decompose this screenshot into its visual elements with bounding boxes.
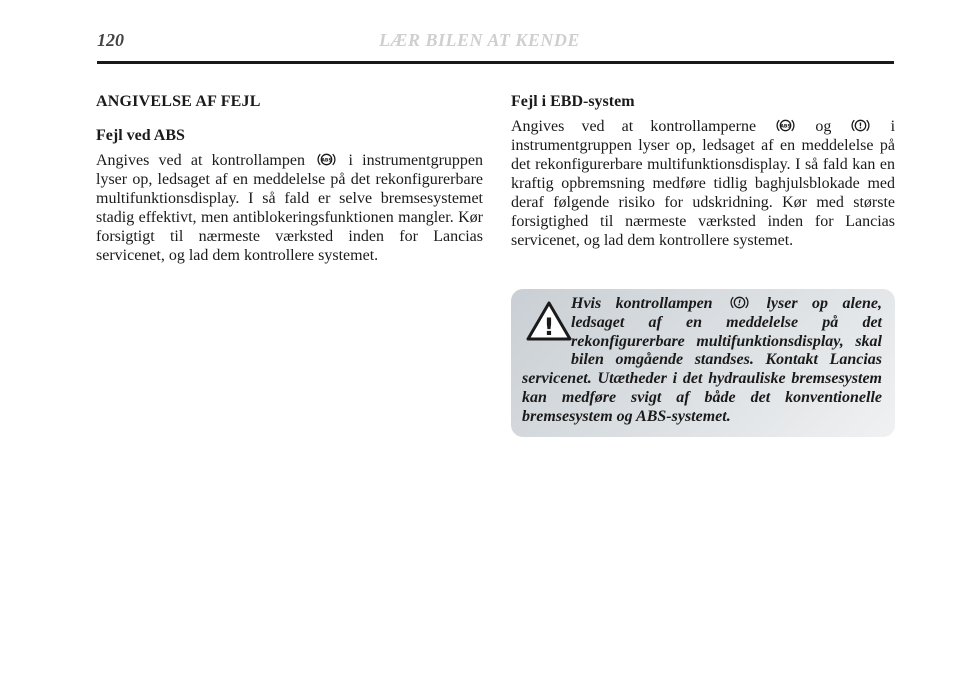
warning-text-part-2: lyser op alene, ledsaget af en meddelelse på det rekonfigurerbare multifunktionsdisplay, skal bilen omgående standses. Kontakt Lancias servicenet. Utætheder i det hydrauliske bremsesystem kan medføre svigt af både det konventionelle bremsesystem og ABS-systemet. — [522, 295, 883, 425]
warning-box — [511, 289, 895, 437]
section-title: ANGIVELSE AF FEJL — [96, 93, 261, 110]
brake-icon-label: ! — [737, 298, 742, 308]
page-header — [97, 30, 894, 66]
warning-text-part-1: Hvis kontrollampen — [571, 295, 713, 312]
abs-text-part-2: i instrumentgruppen lyser op, ledsaget af en meddelelse på det rekonfigurerbare multifunktionsdisplay. I så fald er selve bremsesystemet stadig effektivt, men antiblokeringsfunktionen mangler. Kør forsigtigt til nærmeste værksted inden for Lancias servicenet, og lad dem kontrollere systemet. — [96, 152, 483, 264]
warning-symbol: ! — [543, 313, 555, 341]
brake-warning-icon — [851, 118, 870, 133]
brake-icon-label: ! — [859, 121, 863, 131]
brake-warning-icon — [730, 295, 749, 310]
abs-warning-icon — [776, 118, 795, 133]
page-number: 120 — [97, 30, 124, 50]
running-title: LÆR BILEN AT KENDE — [379, 30, 580, 50]
ebd-fault-text — [511, 117, 895, 250]
ebd-text-part-2: og — [815, 118, 832, 135]
right-column — [511, 92, 895, 250]
ebd-text-part-1: Angives ved at kontrollamperne — [511, 118, 757, 135]
header-rule — [97, 61, 894, 64]
ebd-fault-heading: Fejl i EBD-system — [511, 93, 635, 110]
abs-icon-label: ABS — [321, 158, 332, 164]
abs-text-part-1: Angives ved at kontrollampen — [96, 152, 305, 169]
abs-icon-label: ABS — [780, 124, 791, 130]
abs-fault-text — [96, 151, 483, 265]
left-column — [96, 92, 483, 265]
ebd-text-part-3: i instrumentgruppen lyser op, ledsaget af en meddelelse på det rekonfigurerbare multifunktionsdisplay. I så fald kan en kraftig opbremsning medføre tidlig baghjulsblokade med deraf følgende risiko for udskridning. Kør med største forsigtighed til nærmeste værksted inden for Lancias servicenet, og lad dem kontrollere systemet. — [511, 118, 896, 249]
abs-fault-heading: Fejl ved ABS — [96, 127, 185, 144]
abs-warning-icon — [317, 152, 336, 167]
warning-text — [522, 295, 882, 427]
